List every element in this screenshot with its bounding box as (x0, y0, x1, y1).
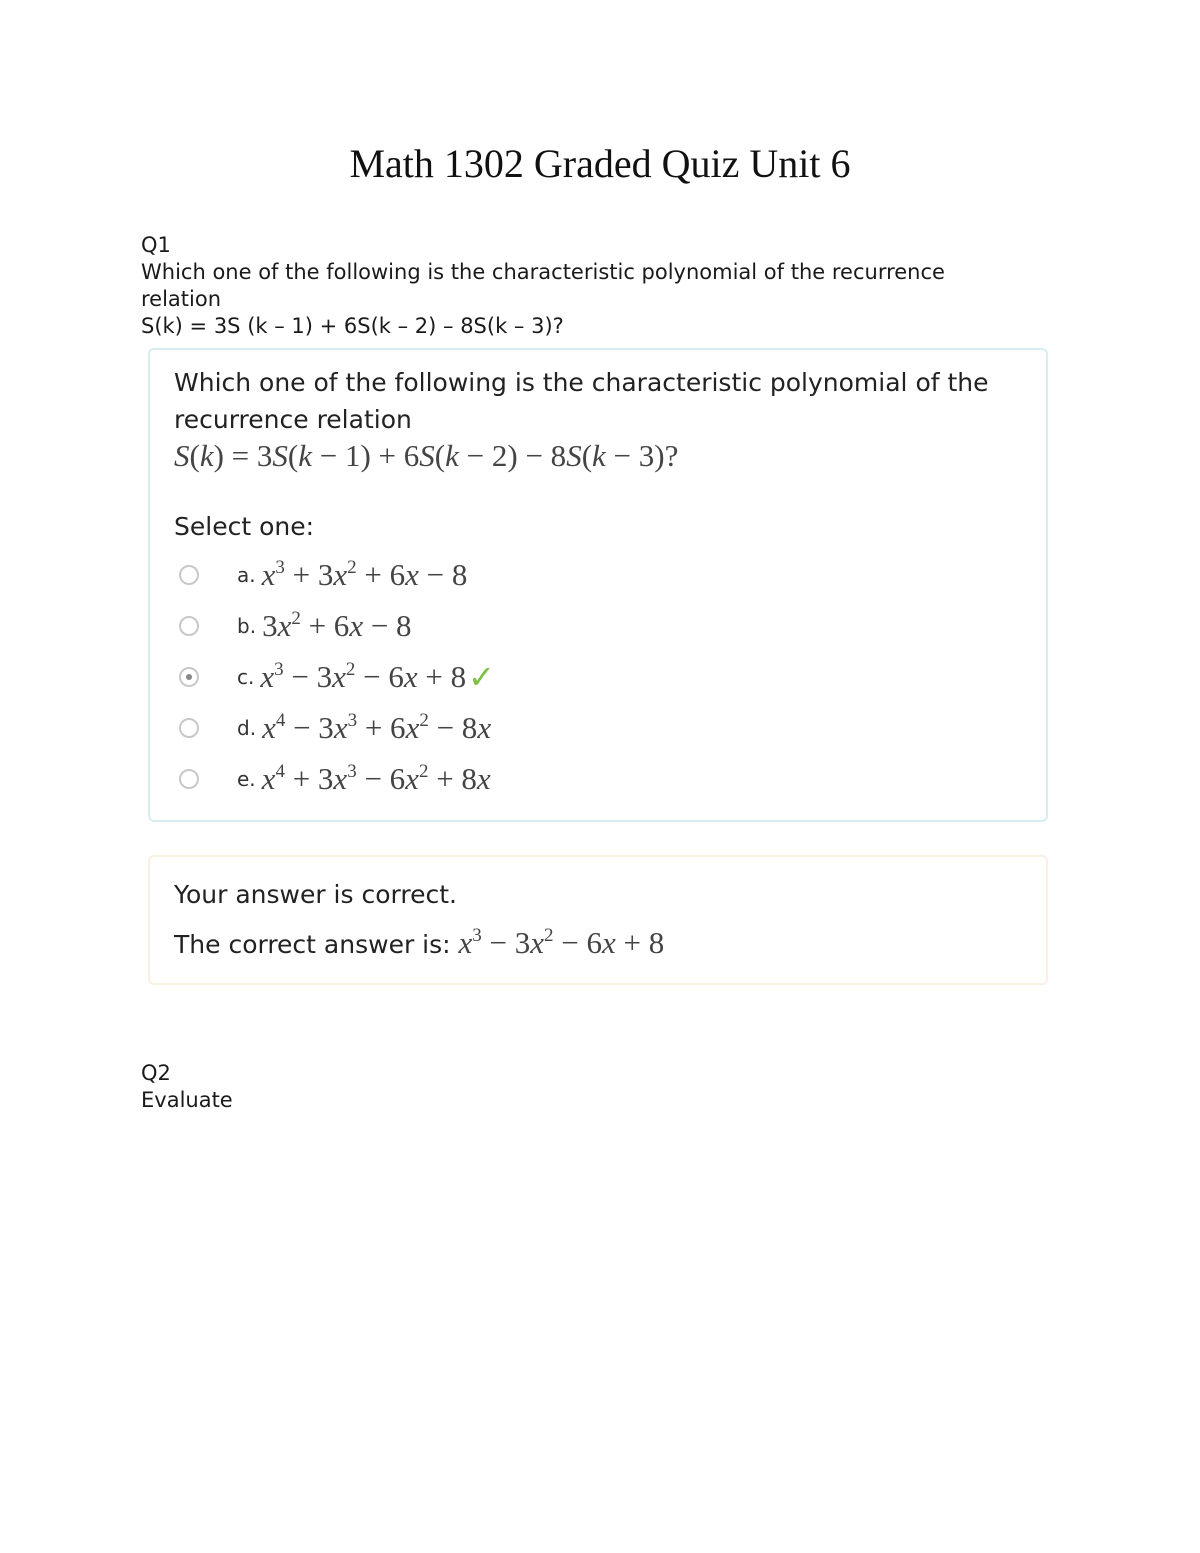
document-title: Math 1302 Graded Quiz Unit 6 (349, 141, 851, 186)
answer-options (174, 549, 1022, 804)
panel-recurrence-formula: S(k) = 3S(k − 1) + 6S(k − 2) − 8S(k − 3)? (174, 438, 679, 473)
radio-button[interactable] (179, 565, 199, 585)
option-letter: c. (237, 664, 255, 689)
option-c[interactable] (174, 651, 1022, 702)
option-a[interactable] (174, 549, 1022, 600)
radio-button[interactable] (179, 718, 199, 738)
option-formula: $3x^2 + 6x - 8$ (262, 607, 412, 643)
feedback-panel (148, 855, 1048, 985)
panel-question-text: Which one of the following is the characteristic polynomial of the recurrence relation (174, 368, 989, 434)
recurrence-relation: S(k) = 3S (k – 1) + 6S(k – 2) – 8S(k – 3)? (141, 314, 564, 338)
question-number: Q2 (141, 1061, 171, 1085)
option-letter: b. (237, 613, 257, 638)
option-letter: e. (237, 766, 256, 791)
option-formula: $x^3 + 3x^2 + 6x - 8$ (261, 556, 468, 592)
question-prompt: Evaluate (141, 1088, 233, 1112)
correct-answer-line (174, 919, 1022, 969)
question-number: Q1 (141, 233, 171, 257)
option-b[interactable] (174, 600, 1022, 651)
question-1-block (141, 232, 1071, 340)
radio-button[interactable] (179, 616, 199, 636)
radio-button-selected[interactable] (179, 667, 199, 687)
question-panel (148, 348, 1048, 822)
question-prompt-continued: relation (141, 287, 222, 311)
option-formula: $x^4 + 3x^3 - 6x^2 + 8x$ (261, 760, 491, 796)
select-one-label: Select one: (174, 512, 315, 541)
question-2-block (141, 1060, 1071, 1114)
check-icon: ✓ (468, 657, 495, 696)
feedback-result: Your answer is correct. (174, 880, 457, 909)
option-formula: $x^3 - 3x^2 - 6x + 8$ (260, 658, 467, 694)
question-prompt: Which one of the following is the characteristic polynomial of the recurrence (141, 260, 945, 284)
correct-answer-prefix: The correct answer is: (174, 930, 451, 959)
radio-button[interactable] (179, 769, 199, 789)
option-formula: $x^4 - 3x^3 + 6x^2 - 8x$ (262, 709, 492, 745)
option-letter: a. (237, 562, 256, 587)
option-letter: d. (237, 715, 257, 740)
option-e[interactable] (174, 753, 1022, 804)
option-d[interactable] (174, 702, 1022, 753)
correct-answer-formula: $x^3 - 3x^2 - 6x + 8$ (458, 925, 665, 960)
